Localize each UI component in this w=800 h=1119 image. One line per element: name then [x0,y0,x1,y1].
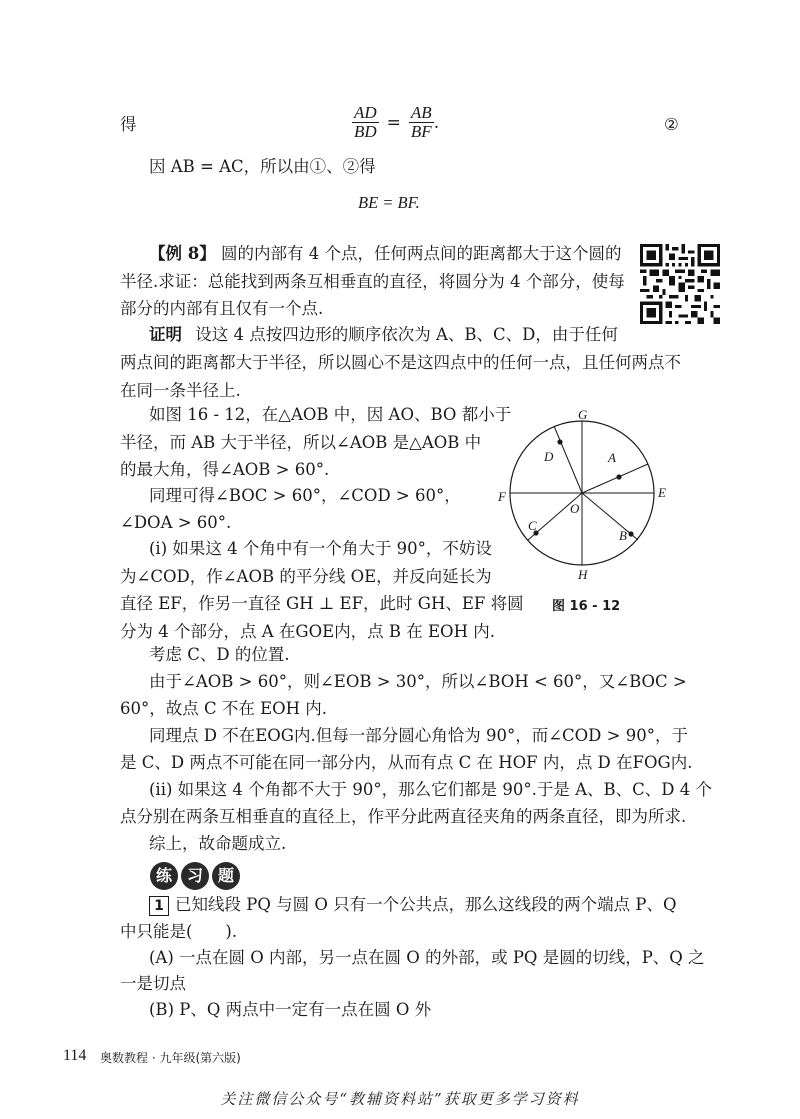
qr-code-icon[interactable] [640,244,720,324]
proof-line-5: 的最大角，得∠AOB > 60°. [120,460,330,479]
proof-line-15: 同理点 D 不在EOG内.但每一部分圆心角恰为 90°，而∠COD > 90°，于 [149,726,688,745]
proof-line-4: 半径，而 AB 大于半径，所以∠AOB 是△AOB 中 [120,433,482,452]
proof-line-16: 是 C、D 两点不可能在同一部分内，从而有点 C 在 HOF 内，点 D 在FOG内. [120,753,693,772]
exercise-badge: 题 [212,862,240,890]
proof-line-14: 60°，故点 C 不在 EOH 内. [120,699,328,718]
proof-label: 证明 [149,325,182,344]
formula-prefix: 得 [120,115,137,134]
question-1-line-0 [149,893,677,917]
fraction-ad-bd [352,104,379,141]
exercise-badge: 练 [150,862,178,890]
denominator: BD [354,122,377,141]
proof-line-3: 如图 16 - 12，在△AOB 中，因 AO、BO 都小于 [149,405,512,424]
label-d: D [544,449,554,464]
proof-line-7: ∠DOA > 60°. [120,513,232,532]
proof-line-2: 在同一条半径上. [120,381,241,400]
option-b: (B) P、Q 两点中一定有一点在圆 O 外 [149,1000,432,1019]
fraction-ab-bf [409,104,434,141]
proof-text: 设这 4 点按四边形的顺序依次为 A、B、C、D，由于任何 [195,325,618,344]
proof-line-17: (ii) 如果这 4 个角都不大于 90°，那么它们都是 90°.于是 A、B、C、D 4 个 [149,780,713,799]
question-text: 已知线段 PQ 与圆 O 只有一个公共点，那么这线段的两个端点 P、Q [175,895,677,914]
proof-line-0 [149,323,618,347]
exercise-badge: 习 [181,862,209,890]
proof-line-1: 两点间的距离都大于半径，所以圆心不是这四点中的任何一点，且任何两点不 [120,353,681,372]
label-h: H [578,567,588,582]
label-f: F [498,489,506,504]
label-e: E [658,485,666,500]
proof-line-6: 同理可得∠BOC > 60°，∠COD > 60°， [149,486,461,505]
label-g: G [578,408,588,422]
figure-caption: 图 16 - 12 [552,599,621,614]
proof-line-10: 直径 EF，作另一直径 GH ⊥ EF，此时 GH、EF 将圆 [120,594,524,613]
label-a: A [608,450,616,465]
formula-be-bf: BE = BF. [358,193,420,212]
option-a-line-1: 一是切点 [120,974,186,993]
numerator: AB [410,103,432,122]
watermark-text: 关注微信公众号“教辅资料站”获取更多学习资料 [220,1090,580,1108]
book-title: 奥数教程 · 九年级(第六版) [100,1051,241,1065]
example-label: 【例 8】 [149,244,216,263]
example-line-2: 部分的内部有且仅有一个点. [120,299,324,318]
proof-line-9: 为∠COD，作∠AOB 的平分线 OE，并反向延长为 [120,567,492,586]
label-c: C [528,518,537,533]
question-number: 1 [149,896,169,916]
circle-figure [496,408,680,584]
example-line-0 [149,242,621,266]
label-o: O [570,501,580,516]
radius-oa [582,464,648,493]
example-line-1: 半径.求证：总能找到两条互相垂直的直径，将圆分为 4 个部分，使每 [120,272,625,291]
label-b: B [619,528,627,543]
equation-tag: ② [664,115,679,134]
radius-od [554,426,582,493]
example-text: 圆的内部有 4 个点，任何两点间的距离都大于这个圆的 [220,244,622,263]
point-b [628,531,633,536]
question-1-line-1: 中只能是( ). [120,922,238,941]
proof-line-18: 点分别在两条互相垂直的直径上，作平分此两直径夹角的两条直径，即为所求. [120,807,687,826]
point-a [616,474,621,479]
proof-line-11: 分为 4 个部分，点 A 在GOE内，点 B 在 EOH 内. [120,622,495,641]
proof-line-12: 考虑 C、D 的位置. [149,645,290,664]
exercises-heading [150,862,243,890]
proof-line-13: 由于∠AOB > 60°，则∠EOB > 30°，所以∠BOH < 60°，又∠BOC > [149,672,687,691]
because-line: 因 AB = AC，所以由①、②得 [149,157,376,176]
formula-fraction-line: $\frac{AD}{BD}$ = $\frac{AB}{BF}$ . [354,103,440,141]
option-a-line-0: (A) 一点在圆 O 内部，另一点在圆 O 的外部，或 PQ 是圆的切线，P、Q 之 [149,948,705,967]
proof-line-8: (i) 如果这 4 个角中有一个角大于 90°，不妨设 [149,539,492,558]
equals-sign: = [386,112,401,133]
point-d [557,439,562,444]
proof-line-19: 综上，故命题成立. [149,834,287,853]
numerator: AD [354,103,377,122]
page-number: 114 [63,1047,87,1064]
denominator: BF [410,122,432,141]
